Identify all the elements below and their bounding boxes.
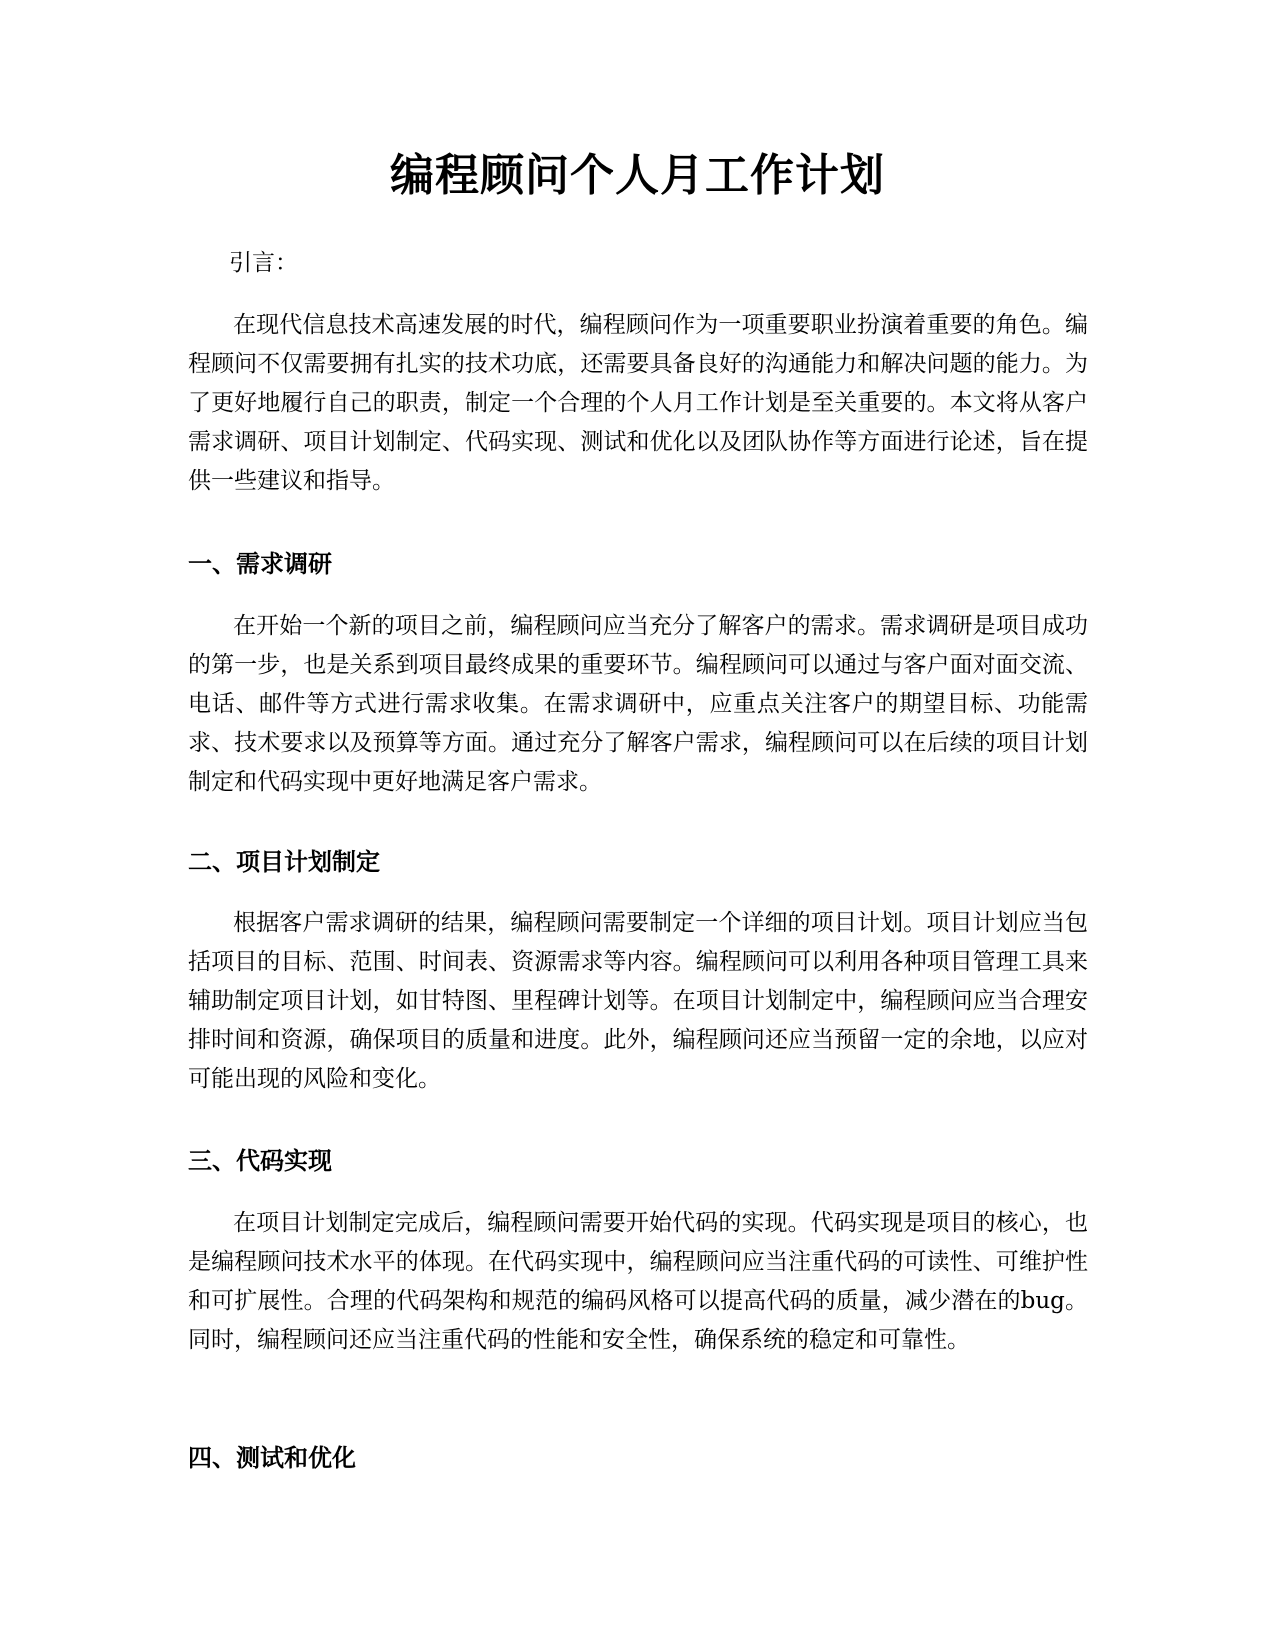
section-paragraph-code-implementation: 在项目计划制定完成后，编程顾问需要开始代码的实现。代码实现是项目的核心，也是编程顾问技术水平的体现。在代码实现中，编程顾问应当注重代码的可读性、可维护性和可扩展性。合理的代码架构和规范的编码风格可以提高代码的质量，减少潜在的bug。同时，编程顾问还应当注重代码的性能和安全性，确保系统的稳定和可靠性。 <box>188 1210 1088 1353</box>
section-heading-project-plan: 二、项目计划制定 <box>188 848 380 876</box>
section-heading-requirements: 一、需求调研 <box>188 550 332 578</box>
section-heading-code-implementation: 三、代码实现 <box>188 1147 332 1175</box>
section-heading-testing-optimization: 四、测试和优化 <box>188 1444 356 1472</box>
intro-paragraph: 在现代信息技术高速发展的时代，编程顾问作为一项重要职业扮演着重要的角色。编程顾问不仅需要拥有扎实的技术功底，还需要具备良好的沟通能力和解决问题的能力。为了更好地履行自己的职责，制定一个合理的个人月工作计划是至关重要的。本文将从客户需求调研、项目计划制定、代码实现、测试和优化以及团队协作等方面进行论述，旨在提供一些建议和指导。 <box>188 312 1088 494</box>
section-paragraph-requirements: 在开始一个新的项目之前，编程顾问应当充分了解客户的需求。需求调研是项目成功的第一步，也是关系到项目最终成果的重要环节。编程顾问可以通过与客户面对面交流、电话、邮件等方式进行需求收集。在需求调研中，应重点关注客户的期望目标、功能需求、技术要求以及预算等方面。通过充分了解客户需求，编程顾问可以在后续的项目计划制定和代码实现中更好地满足客户需求。 <box>188 613 1088 795</box>
section-paragraph-project-plan: 根据客户需求调研的结果，编程顾问需要制定一个详细的项目计划。项目计划应当包括项目的目标、范围、时间表、资源需求等内容。编程顾问可以利用各种项目管理工具来辅助制定项目计划，如甘特图、里程碑计划等。在项目计划制定中，编程顾问应当合理安排时间和资源，确保项目的质量和进度。此外，编程顾问还应当预留一定的余地，以应对可能出现的风险和变化。 <box>188 910 1088 1092</box>
intro-label: 引言： <box>229 250 298 276</box>
document-title: 编程顾问个人月工作计划 <box>390 150 885 201</box>
